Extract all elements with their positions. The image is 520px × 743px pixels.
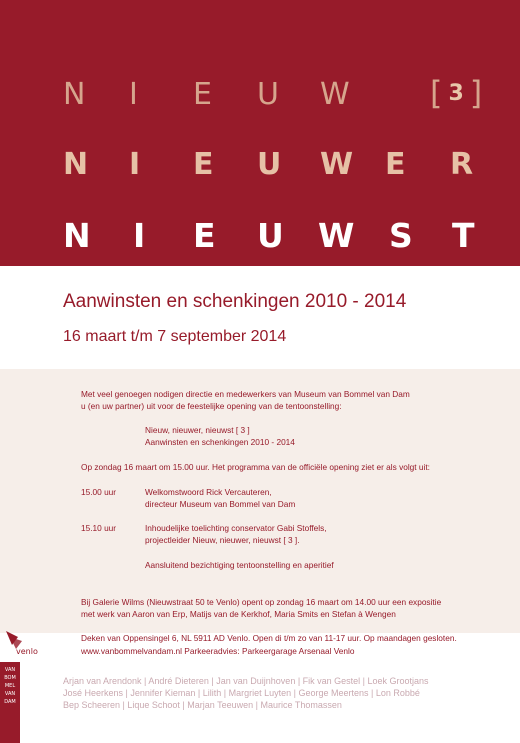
title-letter: I xyxy=(133,216,146,255)
title-letter: U xyxy=(257,216,284,255)
program-item: Welkomstwoord Rick Vercauteren, xyxy=(145,487,272,497)
program-item: Inhoudelijke toelichting conservator Gabi Stoffels, xyxy=(145,523,327,533)
title-letter: U xyxy=(257,147,282,182)
title-row-nieuwst xyxy=(0,216,520,256)
title-row-nieuwer xyxy=(0,147,520,187)
title-letter: E xyxy=(385,147,406,182)
title-letter: T xyxy=(452,216,475,255)
program-item: projectleider Nieuw, nieuwer, nieuwst [ 3 ]. xyxy=(145,535,300,545)
issue-digit: 3 xyxy=(448,81,464,106)
venlo-label: venlo xyxy=(16,647,38,656)
title-letter: E xyxy=(193,147,214,182)
title-letter: S xyxy=(389,216,413,255)
opening-text: Op zondag 16 maart om 15.00 uur. Het programma van de officiële opening ziet er als volgt uit: xyxy=(81,462,430,472)
gallery-note-1: Bij Galerie Wilms (Nieuwstraat 50 te Venlo) opent op zondag 16 maart om 14.00 uur een expositie xyxy=(81,597,442,607)
venlo-swoosh-icon xyxy=(2,627,52,657)
website-line: www.vanbommelvandam.nl Parkeeradvies: Parkeergarage Arsenaal Venlo xyxy=(81,646,355,656)
title-letter: N xyxy=(63,77,86,112)
museum-side-strip xyxy=(0,662,20,743)
bracket-open: [ xyxy=(430,74,443,112)
gallery-note-2: met werk van Aaron van Erp, Matijs van de Kerkhof, Maria Smits en Stefan à Wengen xyxy=(81,609,396,619)
title-letter: U xyxy=(257,77,279,112)
title-letter: W xyxy=(320,77,350,112)
title-letter: N xyxy=(63,147,89,182)
venlo-logo xyxy=(2,627,52,657)
exhibit-name: Nieuw, nieuwer, nieuwst [ 3 ] xyxy=(145,425,250,435)
program-time: 15.10 uur xyxy=(81,523,117,533)
strip-text: DAM xyxy=(4,699,16,705)
artists-line: José Heerkens | Jennifer Kieman | Lilith | Margriet Luyten | George Meertens | Lon Robbé xyxy=(63,688,420,698)
title-letter: I xyxy=(129,77,138,112)
title-letter: N xyxy=(63,216,91,255)
title-letter: W xyxy=(320,147,354,182)
bracket-close: ] xyxy=(469,74,483,112)
strip-text: VAN xyxy=(4,691,16,697)
strip-text: MEL xyxy=(4,683,16,689)
invite-intro-2: u (en uw partner) uit voor de feestelijke opening van de tentoonstelling: xyxy=(81,401,342,411)
title-letter: W xyxy=(318,216,355,255)
exhibition-dates: 16 maart t/m 7 september 2014 xyxy=(63,328,287,345)
exhibition-subtitle: Aanwinsten en schenkingen 2010 - 2014 xyxy=(63,291,407,312)
exhibit-subname: Aanwinsten en schenkingen 2010 - 2014 xyxy=(145,437,295,447)
title-letter: I xyxy=(129,147,141,182)
strip-text: VAN xyxy=(4,667,16,673)
title-letter: E xyxy=(193,77,212,112)
program-item: directeur Museum van Bommel van Dam xyxy=(145,499,296,509)
artists-line: Bep Scheeren | Lique Schoot | Marjan Teeuwen | Maurice Thomassen xyxy=(63,700,342,710)
invite-intro-1: Met veel genoegen nodigen directie en medewerkers van Museum van Bommel van Dam xyxy=(81,389,410,399)
title-letter: E xyxy=(193,216,216,255)
artists-line: Arjan van Arendonk | André Dieteren | Jan van Duijnhoven | Fik van Gestel | Loek Grootjans xyxy=(63,676,429,686)
strip-text: BOM xyxy=(4,675,16,681)
address-line: Deken van Oppensingel 6, NL 5911 AD Venlo. Open di t/m zo van 11-17 uur. Op maandagen gesloten. xyxy=(81,633,457,643)
header-banner xyxy=(0,0,520,266)
issue-number xyxy=(430,74,482,112)
program-item: Aansluitend bezichtiging tentoonstelling en aperitief xyxy=(145,560,334,570)
program-time: 15.00 uur xyxy=(81,487,117,497)
title-letter: R xyxy=(450,147,474,182)
